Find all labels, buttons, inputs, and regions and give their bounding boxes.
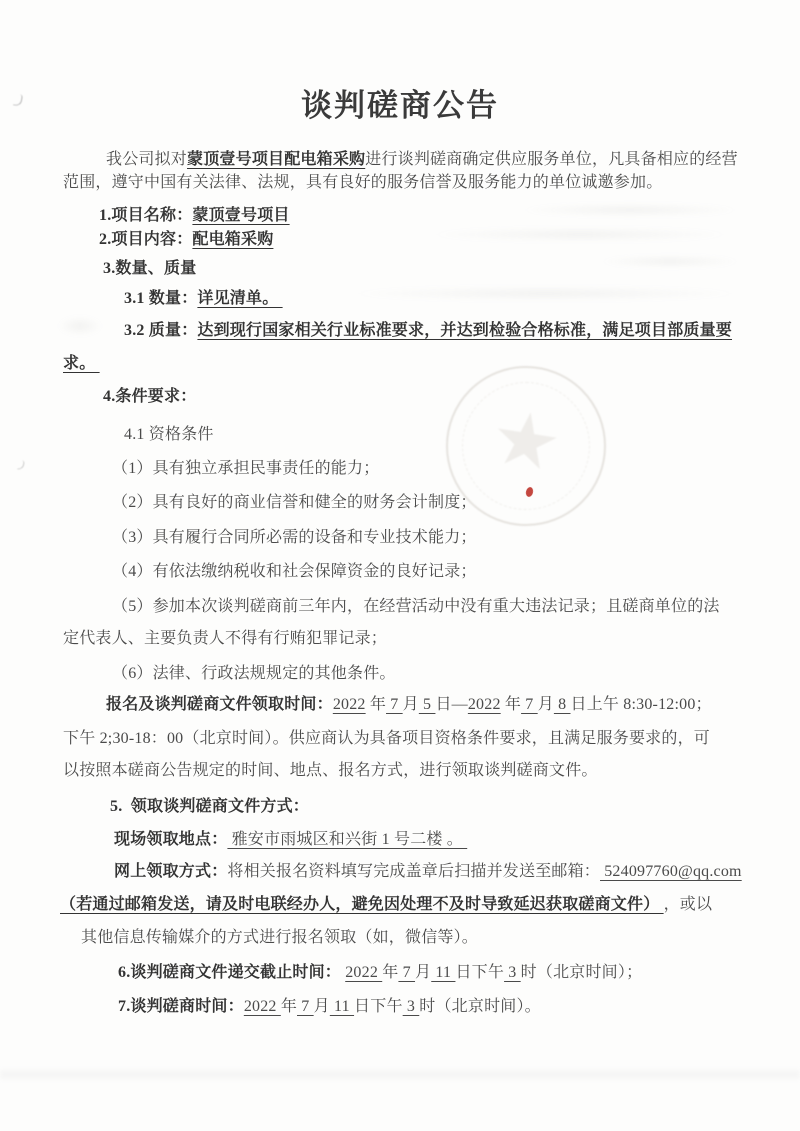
text-run: 11 bbox=[431, 964, 456, 981]
text-run: （4）有依法缴纳税收和社会保障资金的良好记录； bbox=[112, 563, 477, 580]
text-line-10 bbox=[124, 424, 214, 445]
text-run: 详见清单。 bbox=[197, 290, 283, 307]
text-run: 以按照本磋商公告规定的时间、地点、报名方式，进行领取谈判磋商文件。 bbox=[63, 762, 598, 779]
text-line-8 bbox=[63, 353, 100, 374]
text-line-22 bbox=[114, 829, 467, 850]
text-line-26 bbox=[118, 962, 642, 983]
text-line-4 bbox=[99, 229, 273, 250]
text-line-3 bbox=[99, 205, 290, 226]
text-run: 报名及谈判磋商文件领取时间： bbox=[106, 696, 333, 713]
text-line-17 bbox=[112, 663, 396, 684]
text-run: 3 bbox=[402, 998, 420, 1015]
text-line-12 bbox=[112, 492, 477, 513]
text-run: 年 bbox=[382, 964, 399, 981]
text-run: 我公司拟对 bbox=[106, 151, 188, 168]
text-line-2 bbox=[63, 172, 662, 193]
scan-smudge bbox=[600, 255, 740, 268]
scan-smudge bbox=[58, 316, 102, 336]
text-run: 网上领取方式： bbox=[114, 863, 228, 880]
text-run: （6）法律、行政法规规定的其他条件。 bbox=[112, 665, 396, 682]
text-run: 1.项目名称： bbox=[99, 207, 193, 224]
text-run: 3.1 数量： bbox=[124, 290, 198, 307]
text-run: （1）具有独立承担民事责任的能力； bbox=[112, 460, 380, 477]
text-run: 月 bbox=[537, 696, 554, 713]
text-run: （若通过邮箱发送，请及时电联经办人，避免因处理不及时导致延迟获取磋商文件） bbox=[60, 896, 664, 913]
seal-star-icon bbox=[491, 408, 562, 477]
text-run: 7 bbox=[521, 696, 538, 713]
text-line-16 bbox=[63, 628, 387, 649]
text-run: 2.项目内容： bbox=[99, 231, 193, 248]
text-run: 蒙顶壹号项目 bbox=[192, 207, 290, 224]
text-run: 年 bbox=[365, 696, 387, 713]
text-run: 日下午 bbox=[354, 998, 403, 1015]
text-run: 年 bbox=[280, 998, 298, 1015]
text-run: 时（北京时间）； bbox=[520, 964, 643, 981]
text-run: 其他信息传输媒介的方式进行报名领取（如，微信等）。 bbox=[81, 929, 479, 946]
text-run: 5. 领取谈判磋商文件方式： bbox=[110, 798, 310, 815]
text-run: 6.谈判磋商文件递交截止时间： bbox=[118, 964, 342, 981]
text-run: 5 bbox=[418, 696, 436, 713]
text-run: 达到现行国家相关行业标准要求，并达到检验合格标准，满足项目部质量要 bbox=[197, 322, 733, 339]
text-run: 2022 bbox=[345, 964, 383, 981]
scan-artifact bbox=[17, 460, 25, 471]
text-run: 蒙顶壹号项目配电箱采购 bbox=[187, 151, 366, 168]
text-run: 2022 bbox=[243, 998, 281, 1015]
text-line-15 bbox=[112, 596, 720, 617]
text-line-7 bbox=[124, 320, 732, 341]
scan-shadow-band bbox=[0, 1070, 800, 1079]
text-run: 月 bbox=[313, 998, 330, 1015]
text-run: 8 bbox=[553, 696, 571, 713]
scan-smudge bbox=[520, 203, 740, 217]
text-run: 将相关报名资料填写完成盖章后扫描并发送至邮箱： bbox=[227, 863, 601, 880]
text-run: （3）具有履行合同所必需的设备和专业技术能力； bbox=[112, 529, 477, 546]
text-run: 4.1 资格条件 bbox=[124, 426, 214, 443]
text-run: 月 bbox=[415, 964, 432, 981]
text-line-11 bbox=[112, 458, 379, 479]
text-line-21 bbox=[110, 796, 309, 817]
text-run: 7.谈判磋商时间： bbox=[118, 998, 244, 1015]
text-run: 524097760@qq.com bbox=[600, 863, 742, 880]
scan-smudge bbox=[350, 286, 740, 301]
text-run: 配电箱采购 bbox=[192, 231, 274, 248]
text-run: 进行谈判磋商确定供应服务单位，凡具备相应的经营 bbox=[365, 151, 738, 168]
text-run: 日上午 8:30-12:00； bbox=[570, 696, 712, 713]
text-run: 现场领取地点： bbox=[114, 831, 228, 848]
text-line-18 bbox=[106, 694, 712, 715]
text-line-1 bbox=[106, 149, 738, 170]
red-ink-dot bbox=[525, 486, 534, 497]
text-run: 7 bbox=[297, 998, 314, 1015]
text-run: 日下午 bbox=[455, 964, 505, 981]
text-run: 11 bbox=[329, 998, 355, 1015]
text-line-19 bbox=[63, 728, 710, 749]
text-line-9 bbox=[103, 386, 196, 407]
text-line-6 bbox=[124, 288, 283, 309]
text-line-13 bbox=[112, 527, 477, 548]
scan-smudge bbox=[430, 227, 730, 242]
text-run: 日— bbox=[435, 696, 468, 713]
text-run: ，或以 bbox=[663, 896, 713, 913]
text-run: 3.2 质量： bbox=[124, 322, 198, 339]
text-run: 3 bbox=[504, 964, 521, 981]
text-line-14 bbox=[112, 561, 477, 582]
text-line-27 bbox=[118, 996, 541, 1017]
text-run: 4.条件要求： bbox=[103, 388, 197, 405]
text-run: 下午 2;30-18：00（北京时间）。供应商认为具备项目资格条件要求，且满足服务要求的，可 bbox=[63, 730, 710, 747]
text-run: 范围，遵守中国有关法律、法规，具有良好的服务信誉及服务能力的单位诚邀参加。 bbox=[63, 174, 663, 191]
text-run: （5）参加本次谈判磋商前三年内，在经营活动中没有重大违法记录；且磋商单位的法 bbox=[112, 598, 720, 615]
text-run: 年 bbox=[500, 696, 522, 713]
text-run: 2022 bbox=[332, 696, 366, 713]
text-run: 2022 bbox=[467, 696, 501, 713]
text-run: 定代表人、主要负责人不得有行贿犯罪记录； bbox=[63, 630, 388, 647]
text-line-24 bbox=[60, 894, 712, 915]
text-line-23 bbox=[114, 861, 742, 882]
text-run: 7 bbox=[386, 696, 403, 713]
text-run: （2）具有良好的商业信誉和健全的财务会计制度； bbox=[112, 494, 477, 511]
page-title: 谈判磋商公告 bbox=[301, 88, 499, 123]
text-line-20 bbox=[63, 760, 598, 781]
text-run: 求。 bbox=[63, 355, 100, 372]
text-run: 雅安市雨城区和兴街 1 号二楼 。 bbox=[227, 831, 468, 848]
text-run: 3.数量、质量 bbox=[103, 260, 197, 277]
text-run: 月 bbox=[402, 696, 419, 713]
text-run: 7 bbox=[398, 964, 416, 981]
text-line-5 bbox=[103, 258, 196, 279]
text-line-25 bbox=[81, 927, 478, 948]
text-run: 时（北京时间）。 bbox=[419, 998, 541, 1015]
